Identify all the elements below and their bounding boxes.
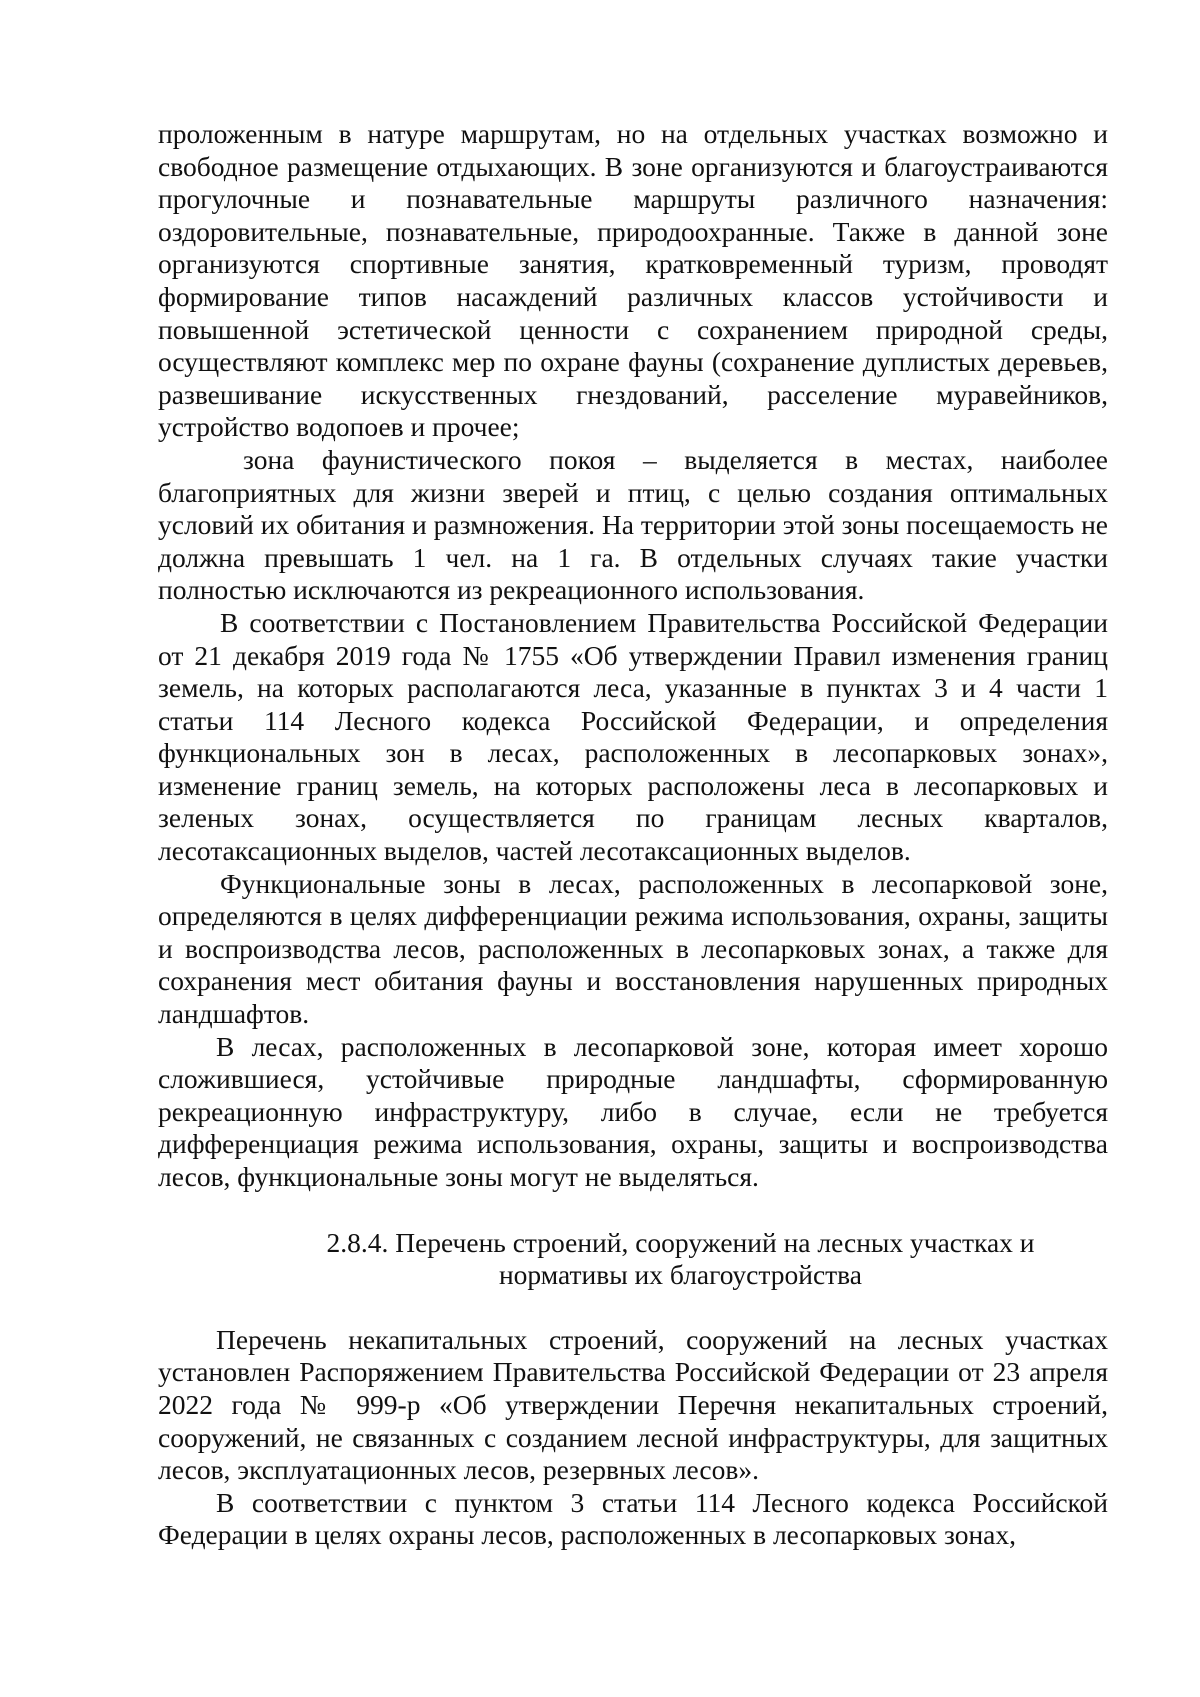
paragraph-government-decree-1755: В соответствии с Постановлением Правительства Российской Федерации от 21 декабря 2019 года № 1755 «Об утверждении Правил изменения границ земель, на которых располагаются леса, указанные в пунктах 3 и 4 части 1 статьи 114 Лесного кодекса Российской Федерации, и определения функциональных зон в лесах, расположенных в лесопарковых зонах», изменение границ земель, на которых расположены леса в лесопарковых и зеленых зонах, осуществляется по границам лесных кварталов, лесотаксационных выделов, частей лесотаксационных выделов. — [158, 606, 1108, 867]
section-heading — [158, 1227, 1108, 1292]
paragraph-functional-zones: Функциональные зоны в лесах, расположенных в лесопарковой зоне, определяются в целях дифференциации режима использования, охраны, защиты и воспроизводства лесов, расположенных в лесопарковых зонах, а также для сохранения мест обитания фауны и восстановления нарушенных природных ландшафтов. — [158, 867, 1108, 1030]
section-heading-line2: нормативы их благоустройства — [498, 1259, 863, 1291]
paragraph-fauna-rest-zone: зона фаунистического покоя – выделяется в местах, наиболее благоприятных для жизни зверей и птиц, с целью создания оптимальных условий их обитания и размножения. На территории этой зоны посещаемость не должна превышать 1 чел. на 1 га. В отдельных случаях такие участки полностью исключаются из рекреационного использования. — [158, 443, 1108, 606]
document-page — [158, 118, 1108, 1552]
section-heading-line1: 2.8.4. Перечень строений, сооружений на лесных участках и — [326, 1226, 1035, 1258]
heading-spacer — [158, 1292, 1108, 1324]
paragraph-zones-not-allocated: В лесах, расположенных в лесопарковой зоне, которая имеет хорошо сложившиеся, устойчивые природные ландшафты, сформированную рекреационную инфраструктуру, либо в случае, если не требуется дифференциация режима использования, охраны, защиты и воспроизводства лесов, функциональные зоны могут не выделяться. — [158, 1030, 1108, 1192]
paragraph-forest-code-article-114: В соответствии с пунктом 3 статьи 114 Лесного кодекса Российской Федерации в целях охраны лесов, расположенных в лесопарковых зонах, — [158, 1486, 1108, 1551]
paragraph-order-999r: Перечень некапитальных строений, сооружений на лесных участках установлен Распоряжением Правительства Российской Федерации от 23 апреля 2022 года № 999-р «Об утверждении Перечня некапитальных строений, сооружений, не связанных с созданием лесной инфраструктуры, для защитных лесов, эксплуатационных лесов, резервных лесов». — [158, 1323, 1108, 1486]
paragraph-recreation-zone-continued: проложенным в натуре маршрутам, но на отдельных участках возможно и свободное размещение отдыхающих. В зоне организуются и благоустраиваются прогулочные и познавательные маршруты различного назначения: оздоровительные, познавательные, природоохранные. Также в данной зоне организуются спортивные занятия, кратковременный туризм, проводят формирование типов насаждений различных классов устойчивости и повышенной эстетической ценности с сохранением природной среды, осуществляют комплекс мер по охране фауны (сохранение дуплистых деревьев, развешивание искусственных гнездований, расселение муравейников, устройство водопоев и прочее; — [158, 118, 1108, 443]
